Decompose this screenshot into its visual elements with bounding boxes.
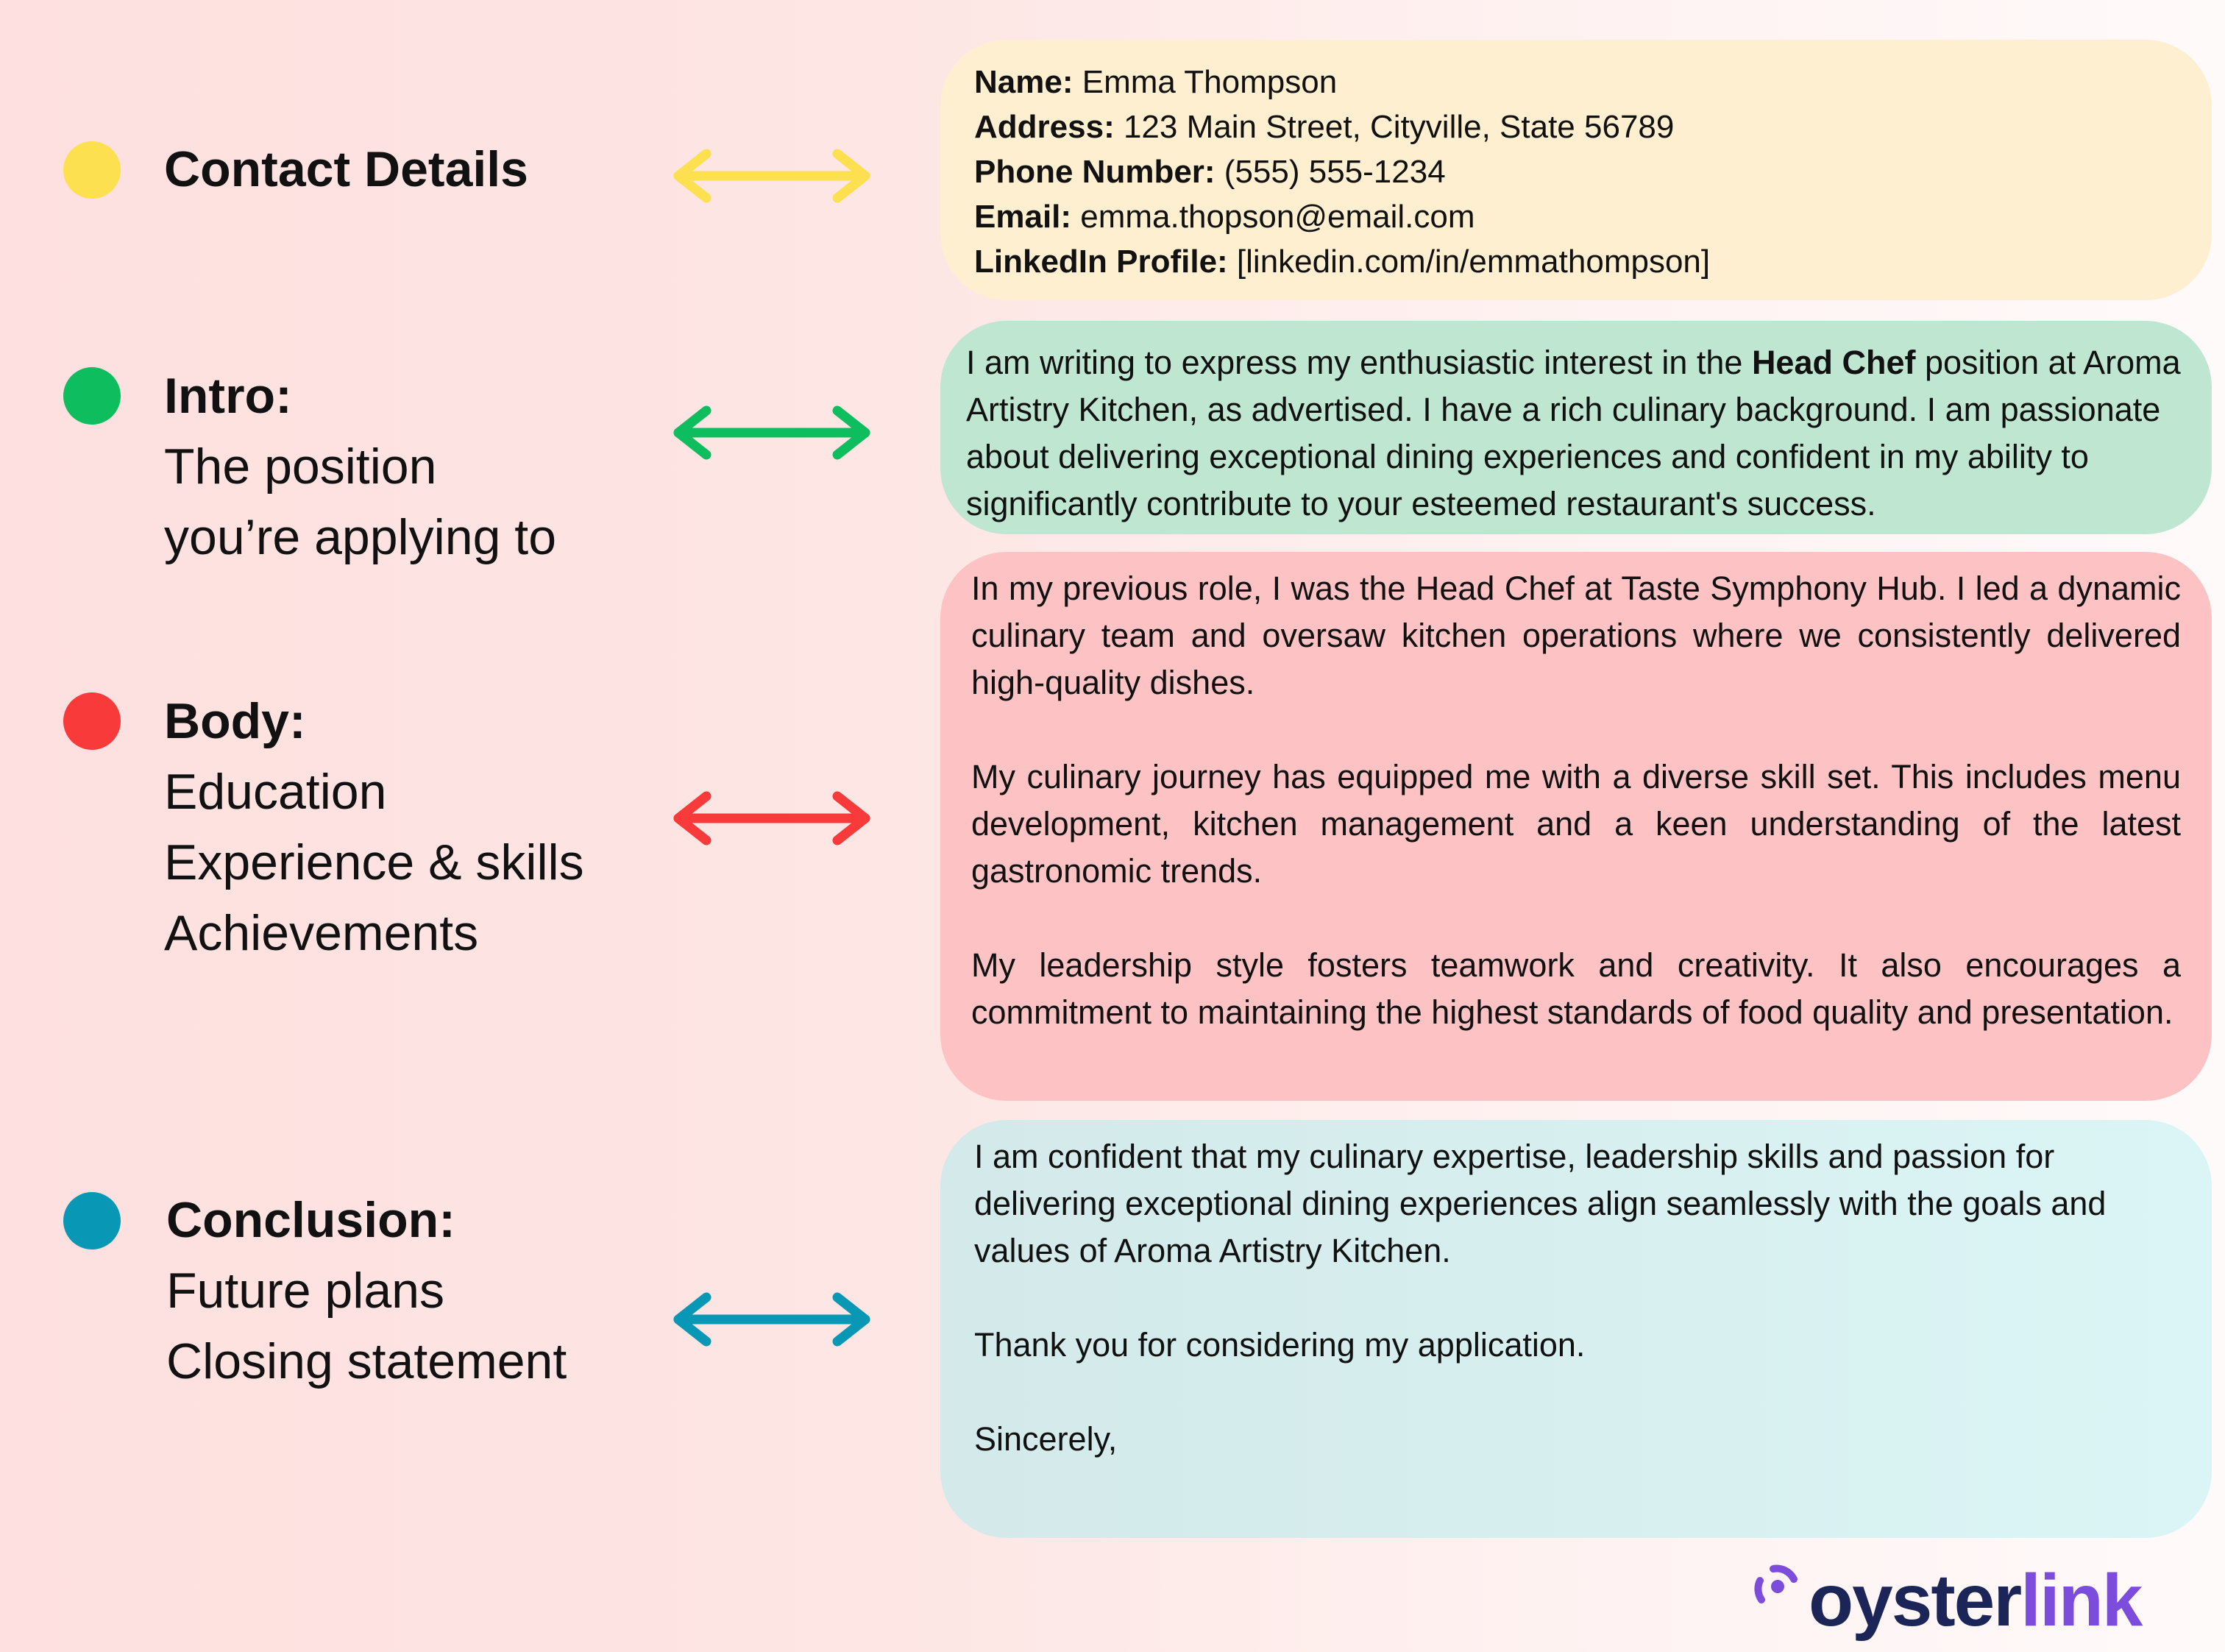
section-heading: Intro: (164, 368, 292, 424)
section-heading: Body: (164, 693, 306, 749)
logo-wordmark (1809, 1560, 2141, 1641)
oysterlink-logo[interactable] (1751, 1560, 2204, 1641)
intro-text-start: I am writing to express my enthusiastic interest in the (966, 344, 1752, 381)
body-paragraph-2: My culinary journey has equipped me with a diverse skill set. This includes menu development, kitchen management and a keen understanding of the latest gastronomic trends. (971, 758, 2181, 890)
section-label (164, 686, 584, 968)
contact-linkedin-line (974, 239, 2182, 284)
linkedin-label: LinkedIn Profile: (974, 244, 1228, 280)
section-heading: Contact Details (164, 141, 528, 197)
section-subitem: The position (164, 439, 437, 494)
section-subitem: Future plans (166, 1263, 444, 1319)
double-arrow-icon (668, 1290, 876, 1349)
conclusion-signoff: Sincerely, (974, 1420, 1118, 1458)
name-label: Name: (974, 64, 1074, 100)
yellow-dot-icon (63, 141, 121, 199)
address-value: 123 Main Street, Cityville, State 56789 (1114, 109, 1675, 145)
logo-word-link: link (2020, 1559, 2142, 1642)
intro-box (940, 321, 2212, 534)
section-subitem: Achievements (164, 905, 479, 961)
linkedin-value: [linkedin.com/in/emmathompson] (1227, 244, 1711, 280)
conclusion-box (940, 1120, 2212, 1538)
section-subitem: Experience & skills (164, 834, 584, 890)
section-label (164, 361, 556, 572)
conclusion-paragraph-2: Thank you for considering my application. (974, 1326, 1586, 1364)
section-label (166, 1185, 567, 1397)
email-value: emma.thopson@email.com (1071, 199, 1475, 235)
teal-dot-icon (63, 1192, 121, 1249)
contact-email-line (974, 194, 2182, 239)
intro-text-end: position at Aroma Artistry Kitchen, as advertised. I have a rich culinary background. I am passionate about delivering exceptional dining experiences and confident in my ability to significantly contribute to your esteemed restaurant's success. (966, 344, 2181, 522)
contact-details-box (940, 40, 2212, 300)
section-heading: Conclusion: (166, 1192, 455, 1248)
address-label: Address: (974, 109, 1115, 145)
phone-value: (555) 555-1234 (1215, 154, 1446, 190)
double-arrow-icon (668, 146, 876, 205)
contact-name-line (974, 60, 2182, 104)
body-box (940, 552, 2212, 1101)
section-subitem: you’re applying to (164, 509, 557, 565)
intro-paragraph (966, 339, 2182, 528)
logo-word-oyster: oyster (1809, 1559, 2021, 1642)
contact-address-line (974, 104, 2182, 149)
contact-phone-line (974, 149, 2182, 194)
double-arrow-icon (668, 789, 876, 848)
name-value: Emma Thompson (1073, 64, 1338, 100)
conclusion-paragraph-1: I am confident that my culinary expertise, leadership skills and passion for delivering exceptional dining experiences align seamlessly with the goals and values of Aroma Artistry Kitchen. (974, 1138, 2107, 1269)
intro-position-title: Head Chef (1751, 344, 1916, 381)
section-subitem: Education (164, 764, 387, 820)
email-label: Email: (974, 199, 1072, 235)
phone-label: Phone Number: (974, 154, 1216, 190)
section-subitem: Closing statement (166, 1333, 567, 1389)
section-label (164, 134, 528, 205)
body-paragraph-1: In my previous role, I was the Head Chef at Taste Symphony Hub. I led a dynamic culinary team and oversaw kitchen operations where we consistently delivered high-quality dishes. (971, 570, 2181, 701)
oysterlink-logo-icon (1751, 1564, 1803, 1616)
double-arrow-icon (668, 403, 876, 462)
green-dot-icon (63, 367, 121, 425)
red-dot-icon (63, 692, 121, 750)
body-paragraph-3: My leadership style fosters teamwork and creativity. It also encourages a commitment to maintaining the highest standards of food quality and presentation. (971, 946, 2181, 1031)
